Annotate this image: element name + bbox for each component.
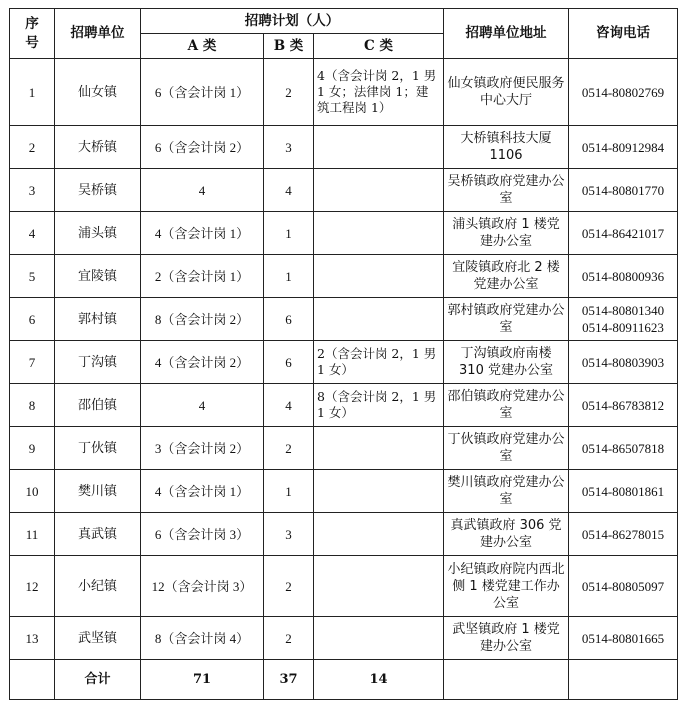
total-c: 14 xyxy=(314,660,444,700)
cell-unit: 宜陵镇 xyxy=(55,255,141,298)
phone-number: 0514-80801770 xyxy=(581,182,665,198)
header-c: C 类 xyxy=(314,34,444,59)
cell-b: 6 xyxy=(264,298,314,341)
table-row xyxy=(10,126,678,169)
table-row xyxy=(10,556,678,617)
cell-c xyxy=(314,470,444,513)
phone-number: 0514-80912984 xyxy=(581,139,665,155)
cell-phone xyxy=(569,298,678,341)
table-body xyxy=(10,59,678,700)
cell-a: 2（含会计岗 1） xyxy=(141,255,264,298)
cell-phone xyxy=(569,59,678,126)
cell-seq: 8 xyxy=(10,384,55,427)
cell-a: 6（含会计岗 3） xyxy=(141,513,264,556)
cell-a: 6（含会计岗 1） xyxy=(141,59,264,126)
cell-c xyxy=(314,556,444,617)
cell-phone xyxy=(569,341,678,384)
cell-c xyxy=(314,298,444,341)
total-a: 71 xyxy=(141,660,264,700)
total-b: 37 xyxy=(264,660,314,700)
cell-phone xyxy=(569,556,678,617)
total-empty-phone xyxy=(569,660,678,700)
cell-unit: 丁伙镇 xyxy=(55,427,141,470)
cell-unit: 真武镇 xyxy=(55,513,141,556)
cell-a: 8（含会计岗 2） xyxy=(141,298,264,341)
total-row xyxy=(10,660,678,700)
cell-b: 2 xyxy=(264,556,314,617)
cell-address: 大桥镇科技大厦 1106 xyxy=(444,126,569,169)
cell-address: 丁沟镇政府南楼 310 党建办公室 xyxy=(444,341,569,384)
cell-a: 4 xyxy=(141,384,264,427)
cell-seq: 5 xyxy=(10,255,55,298)
cell-b: 6 xyxy=(264,341,314,384)
phone-number: 0514-80801665 xyxy=(581,630,665,646)
cell-b: 3 xyxy=(264,126,314,169)
cell-address: 邵伯镇政府党建办公室 xyxy=(444,384,569,427)
cell-phone xyxy=(569,470,678,513)
cell-b: 1 xyxy=(264,470,314,513)
cell-b: 4 xyxy=(264,384,314,427)
header-seq: 序号 xyxy=(10,9,55,59)
table-row xyxy=(10,298,678,341)
cell-b: 2 xyxy=(264,617,314,660)
cell-unit: 吴桥镇 xyxy=(55,169,141,212)
table-row xyxy=(10,513,678,556)
cell-c xyxy=(314,169,444,212)
phone-number: 0514-80800936 xyxy=(581,268,665,284)
total-empty-seq xyxy=(10,660,55,700)
cell-unit: 樊川镇 xyxy=(55,470,141,513)
cell-address: 仙女镇政府便民服务中心大厅 xyxy=(444,59,569,126)
phone-number: 0514-80802769 xyxy=(581,84,665,100)
cell-b: 1 xyxy=(264,212,314,255)
cell-unit: 小纪镇 xyxy=(55,556,141,617)
cell-seq: 11 xyxy=(10,513,55,556)
table-row xyxy=(10,617,678,660)
table-row xyxy=(10,470,678,513)
cell-b: 4 xyxy=(264,169,314,212)
phone-number: 0514-80801861 xyxy=(581,483,665,499)
phone-number: 0514-86507818 xyxy=(581,440,665,456)
cell-phone xyxy=(569,427,678,470)
cell-a: 8（含会计岗 4） xyxy=(141,617,264,660)
cell-seq: 13 xyxy=(10,617,55,660)
cell-unit: 大桥镇 xyxy=(55,126,141,169)
cell-phone xyxy=(569,126,678,169)
table-row xyxy=(10,59,678,126)
cell-c xyxy=(314,212,444,255)
cell-a: 4（含会计岗 1） xyxy=(141,212,264,255)
cell-unit: 丁沟镇 xyxy=(55,341,141,384)
cell-c xyxy=(314,513,444,556)
cell-seq: 4 xyxy=(10,212,55,255)
table-row xyxy=(10,427,678,470)
cell-a: 12（含会计岗 3） xyxy=(141,556,264,617)
table-row xyxy=(10,384,678,427)
cell-unit: 武坚镇 xyxy=(55,617,141,660)
cell-c xyxy=(314,126,444,169)
cell-phone xyxy=(569,384,678,427)
recruitment-table xyxy=(9,8,678,700)
phone-number: 0514-86278015 xyxy=(581,526,665,542)
cell-b: 2 xyxy=(264,427,314,470)
cell-seq: 3 xyxy=(10,169,55,212)
cell-phone xyxy=(569,169,678,212)
cell-c: 2（含会计岗 2，1 男 1 女） xyxy=(314,341,444,384)
cell-unit: 仙女镇 xyxy=(55,59,141,126)
cell-seq: 6 xyxy=(10,298,55,341)
header-address: 招聘单位地址 xyxy=(444,9,569,59)
phone-number: 0514-80911623 xyxy=(582,320,664,335)
cell-phone xyxy=(569,513,678,556)
cell-c: 4（含会计岗 2，1 男 1 女；法律岗 1；建筑工程岗 1） xyxy=(314,59,444,126)
cell-b: 3 xyxy=(264,513,314,556)
cell-seq: 10 xyxy=(10,470,55,513)
header-b: B 类 xyxy=(264,34,314,59)
cell-unit: 浦头镇 xyxy=(55,212,141,255)
cell-b: 2 xyxy=(264,59,314,126)
phone-number: 0514-80803903 xyxy=(581,354,665,370)
total-empty-address xyxy=(444,660,569,700)
table-row xyxy=(10,341,678,384)
table-row xyxy=(10,169,678,212)
cell-seq: 2 xyxy=(10,126,55,169)
phone-number: 0514-86421017 xyxy=(581,225,665,241)
cell-seq: 1 xyxy=(10,59,55,126)
cell-phone xyxy=(569,255,678,298)
header-plan: 招聘计划（人） xyxy=(141,9,444,34)
cell-address: 武坚镇政府 1 楼党建办公室 xyxy=(444,617,569,660)
table-row xyxy=(10,212,678,255)
cell-seq: 12 xyxy=(10,556,55,617)
cell-address: 浦头镇政府 1 楼党建办公室 xyxy=(444,212,569,255)
cell-address: 真武镇政府 306 党建办公室 xyxy=(444,513,569,556)
phone-number: 0514-80801340 xyxy=(581,303,665,318)
cell-phone xyxy=(569,212,678,255)
cell-c: 8（含会计岗 2，1 男 1 女） xyxy=(314,384,444,427)
cell-c xyxy=(314,255,444,298)
table-row xyxy=(10,255,678,298)
cell-address: 樊川镇政府党建办公室 xyxy=(444,470,569,513)
cell-address: 小纪镇政府院内西北侧 1 楼党建工作办公室 xyxy=(444,556,569,617)
cell-a: 4 xyxy=(141,169,264,212)
cell-c xyxy=(314,427,444,470)
cell-a: 6（含会计岗 2） xyxy=(141,126,264,169)
cell-address: 郭村镇政府党建办公室 xyxy=(444,298,569,341)
cell-b: 1 xyxy=(264,255,314,298)
cell-seq: 7 xyxy=(10,341,55,384)
cell-address: 丁伙镇政府党建办公室 xyxy=(444,427,569,470)
cell-seq: 9 xyxy=(10,427,55,470)
cell-a: 4（含会计岗 1） xyxy=(141,470,264,513)
header-a: A 类 xyxy=(141,34,264,59)
phone-number: 0514-80805097 xyxy=(581,578,665,594)
cell-unit: 邵伯镇 xyxy=(55,384,141,427)
header-unit: 招聘单位 xyxy=(55,9,141,59)
cell-phone xyxy=(569,617,678,660)
cell-address: 吴桥镇政府党建办公室 xyxy=(444,169,569,212)
header-phone: 咨询电话 xyxy=(569,9,678,59)
total-label: 合计 xyxy=(55,660,141,700)
cell-unit: 郭村镇 xyxy=(55,298,141,341)
cell-c xyxy=(314,617,444,660)
cell-a: 4（含会计岗 2） xyxy=(141,341,264,384)
cell-address: 宜陵镇政府北 2 楼党建办公室 xyxy=(444,255,569,298)
phone-number: 0514-86783812 xyxy=(581,397,665,413)
cell-a: 3（含会计岗 2） xyxy=(141,427,264,470)
